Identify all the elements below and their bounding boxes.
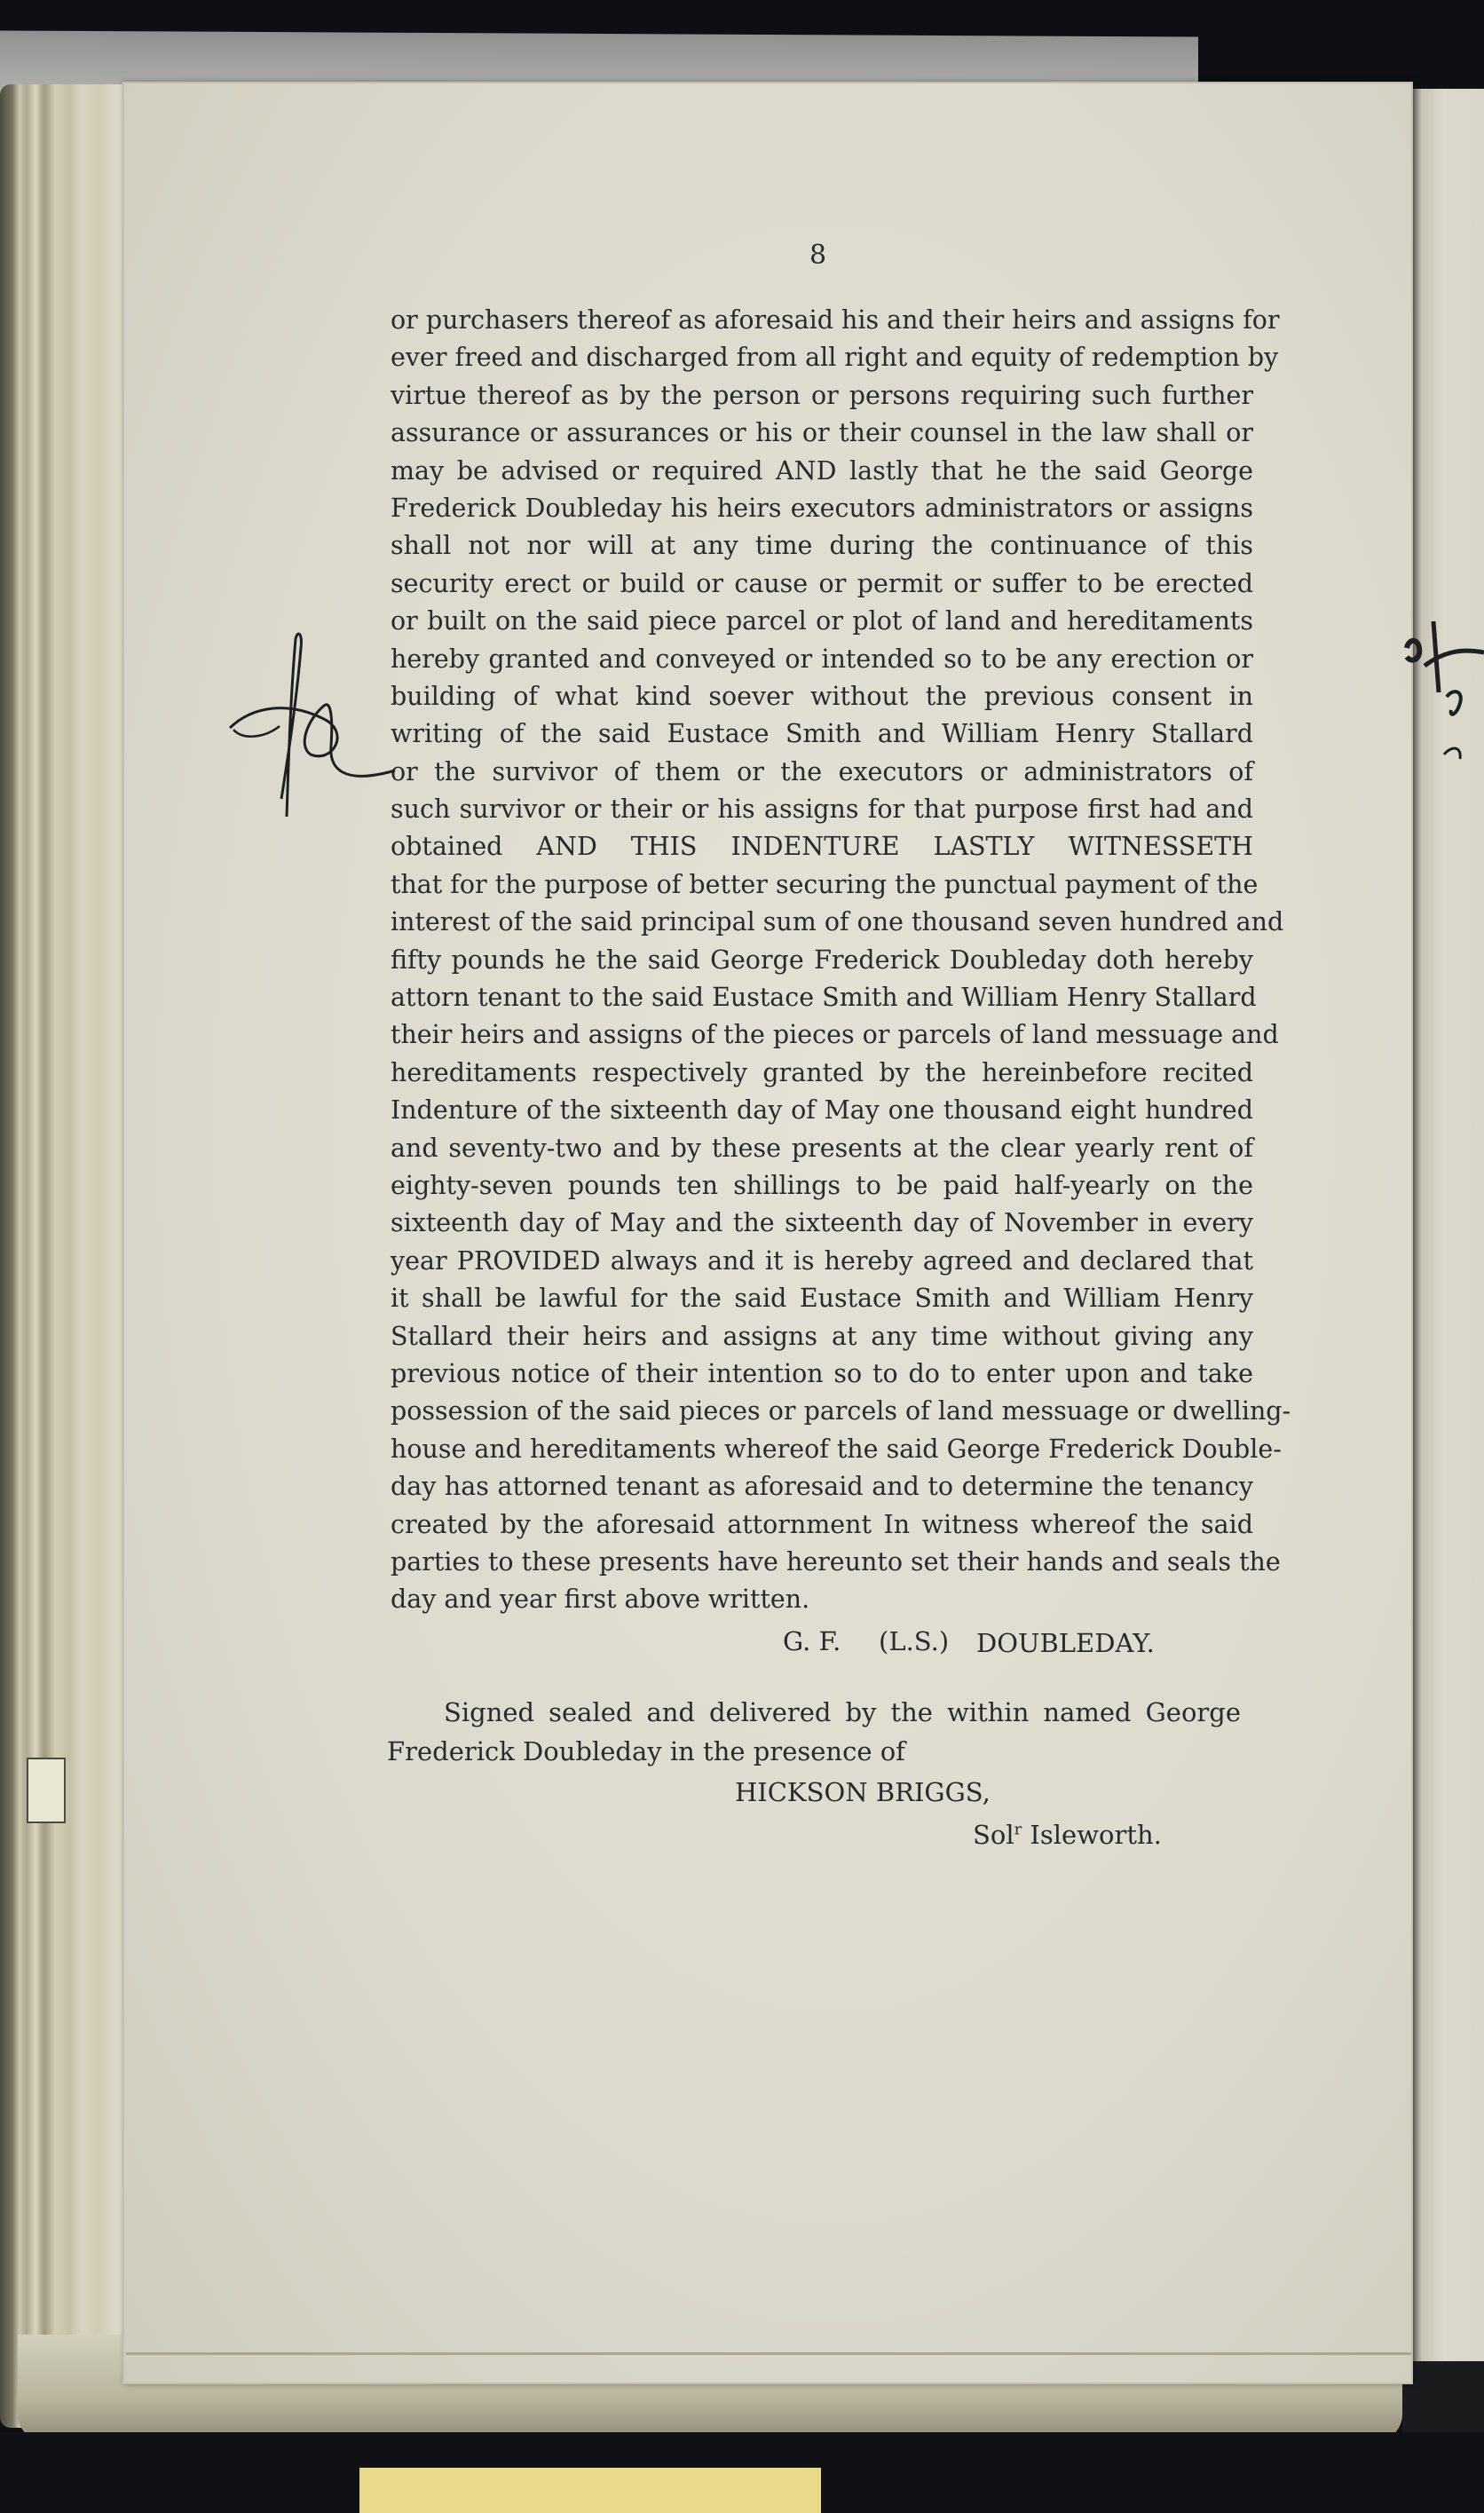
deed-text-line: day has attorned tenant as aforesaid and to determine the tenancy (391, 1472, 1253, 1502)
deed-text-line: virtue thereof as by the person or persons requiring such further (391, 380, 1253, 410)
deed-text-line: or purchasers thereof as aforesaid his and their heirs and assigns for (391, 305, 1280, 335)
page-stack-left (0, 84, 142, 2428)
adjoining-page-handwriting (1398, 612, 1484, 781)
marginal-initials-mark (226, 621, 404, 826)
deed-text-line: year PROVIDED always and it is hereby agreed and declared that (391, 1245, 1253, 1276)
deed-text-line: sixteenth day of May and the sixteenth day of November in every (391, 1208, 1253, 1238)
deed-text-line: Indenture of the sixteenth day of May one thousand eight hundred (391, 1095, 1253, 1126)
deed-text-line: parties to these presents have hereunto set their hands and seals the (391, 1546, 1281, 1577)
deed-text-line: and seventy-two and by these presents at the clear yearly rent of (391, 1133, 1253, 1163)
witness-title-place: Isleworth. (1022, 1820, 1162, 1850)
deed-text-line: previous notice of their intention so to do to enter upon and take (391, 1358, 1253, 1388)
deed-text-line: it shall be lawful for the said Eustace Smith and William Henry (391, 1284, 1253, 1314)
top-dark-strip (0, 0, 1484, 36)
deed-text-line: writing of the said Eustace Smith and William Henry Stallard (391, 719, 1253, 749)
adjoining-page (1409, 89, 1484, 2370)
deed-text-line: such survivor or their or his assigns for that purpose first had and (391, 794, 1253, 825)
witness-name: HICKSON BRIGGS, (735, 1777, 991, 1807)
deed-text-line: Stallard their heirs and assigns at any time without giving any (391, 1321, 1253, 1351)
attestation-line-2: Frederick Doubleday in the presence of (387, 1736, 905, 1766)
deed-text-line: their heirs and assigns of the pieces or parcels of land messuage and (391, 1020, 1279, 1050)
deed-text-line: obtained AND THIS INDENTURE LASTLY WITNESSETH (391, 832, 1253, 862)
witness-title-superscript: r (1014, 1820, 1022, 1839)
deed-text-line: hereby granted and conveyed or intended so to be any erection or (391, 644, 1253, 674)
deed-text-line: building of what kind soever without the previous consent in (391, 681, 1253, 711)
deed-body-text (391, 302, 1291, 1619)
deed-text-line: possession of the said pieces or parcels of land messuage or dwelling- (391, 1396, 1291, 1426)
signature-seal: (L.S.) (879, 1626, 950, 1656)
deed-text-line: day and year first above written. (391, 1584, 810, 1615)
deed-text-line: house and hereditaments whereof the said George Frederick Double- (391, 1434, 1282, 1464)
deed-text-line: ever freed and discharged from all right and equity of redemption by (391, 343, 1279, 373)
deed-text-line: created by the aforesaid attornment In witness whereof the said (391, 1509, 1253, 1539)
deed-text-line: or built on the said piece parcel or plot of land and hereditaments (391, 606, 1253, 636)
yellow-marker-tab (359, 2468, 821, 2513)
deed-text-line: may be advised or required AND lastly that he the said George (391, 455, 1253, 486)
deed-text-line: assurance or assurances or his or their counsel in the law shall or (391, 418, 1253, 448)
witness-title (973, 1820, 1162, 1850)
deed-text-line: that for the purpose of better securing the punctual payment of the (391, 869, 1259, 899)
page-bottom-edge (126, 2352, 1411, 2355)
margin-tab (27, 1758, 66, 1823)
deed-text-line: shall not nor will at any time during the continuance of this (391, 531, 1253, 561)
deed-text-line: Frederick Doubleday his heirs executors administrators or assigns (391, 493, 1253, 523)
signature-surname: DOUBLEDAY. (976, 1628, 1155, 1658)
deed-text-line: interest of the said principal sum of one thousand seven hundred and (391, 907, 1284, 937)
deed-text-line: security erect or build or cause or permit or suffer to be erected (391, 568, 1253, 598)
deed-text-line: eighty-seven pounds ten shillings to be paid half-yearly on the (391, 1170, 1253, 1200)
deed-text-line: fifty pounds he the said George Frederick Doubleday doth hereby (391, 944, 1253, 975)
signature-initials: G. F. (783, 1626, 841, 1656)
deed-text-line: hereditaments respectively granted by the hereinbefore recited (391, 1057, 1253, 1087)
attestation-line-1: Signed sealed and delivered by the within named George (444, 1697, 1241, 1727)
page-number: 8 (809, 240, 827, 271)
deed-text-line: attorn tenant to the said Eustace Smith and William Henry Stallard (391, 983, 1257, 1013)
deed-text-line: or the survivor of them or the executors or administrators of (391, 756, 1253, 786)
witness-title-prefix: Sol (973, 1820, 1014, 1850)
